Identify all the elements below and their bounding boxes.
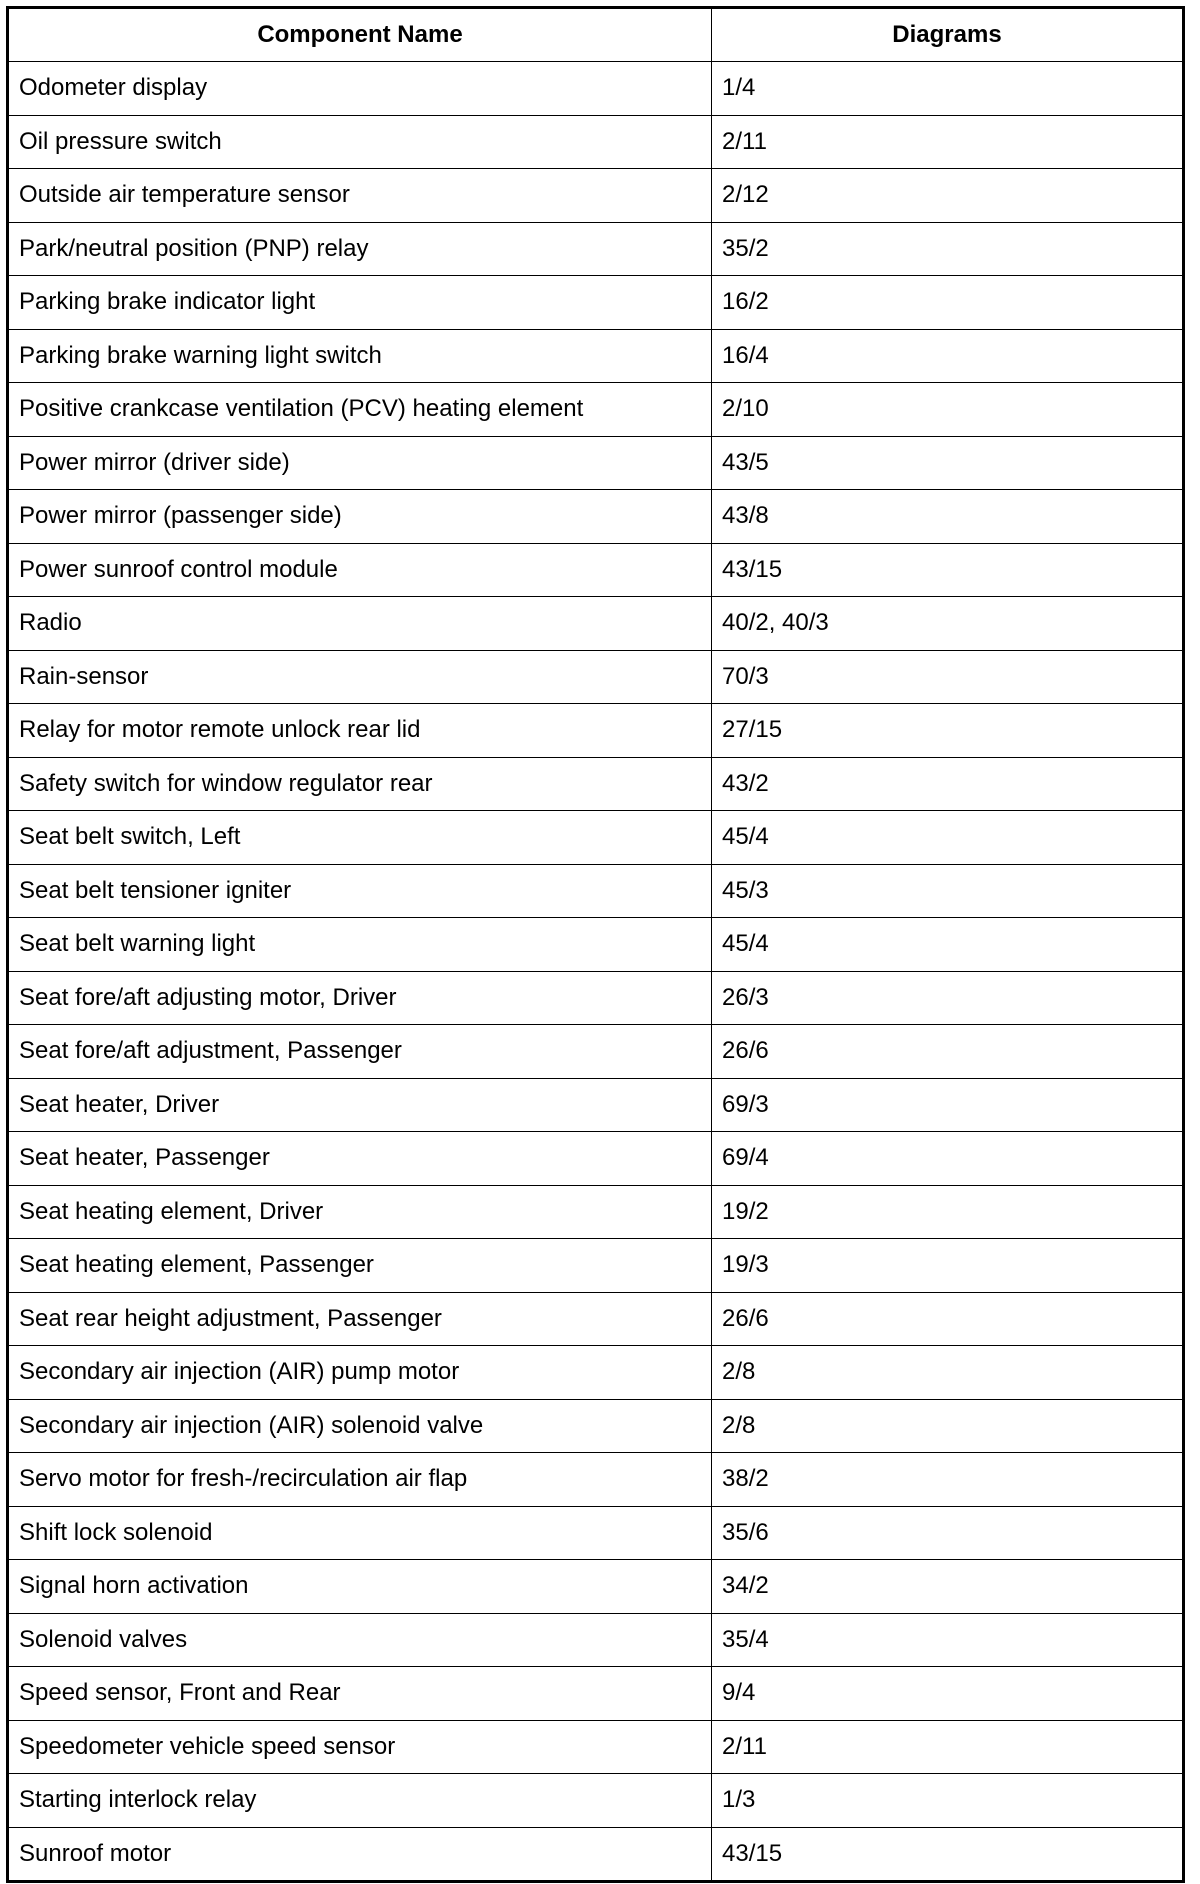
component-name-cell: Oil pressure switch — [8, 115, 712, 169]
diagrams-cell: 69/4 — [712, 1132, 1184, 1186]
header-diagrams: Diagrams — [712, 8, 1184, 62]
diagrams-cell: 34/2 — [712, 1560, 1184, 1614]
diagrams-cell: 35/2 — [712, 222, 1184, 276]
component-name-cell: Odometer display — [8, 62, 712, 116]
component-name-cell: Seat belt tensioner igniter — [8, 864, 712, 918]
table-row — [8, 1346, 1184, 1400]
component-name-cell: Park/neutral position (PNP) relay — [8, 222, 712, 276]
diagrams-cell: 19/3 — [712, 1239, 1184, 1293]
diagrams-cell: 27/15 — [712, 704, 1184, 758]
component-name-cell: Starting interlock relay — [8, 1774, 712, 1828]
table-row — [8, 1399, 1184, 1453]
component-name-cell: Seat heater, Driver — [8, 1078, 712, 1132]
diagrams-cell: 45/3 — [712, 864, 1184, 918]
table-row — [8, 1613, 1184, 1667]
table-row — [8, 704, 1184, 758]
table-row — [8, 276, 1184, 330]
table-row — [8, 597, 1184, 651]
component-name-cell: Speedometer vehicle speed sensor — [8, 1720, 712, 1774]
diagrams-cell: 35/4 — [712, 1613, 1184, 1667]
table-row — [8, 1720, 1184, 1774]
component-name-cell: Seat fore/aft adjustment, Passenger — [8, 1025, 712, 1079]
diagrams-cell: 45/4 — [712, 918, 1184, 972]
diagrams-cell: 43/8 — [712, 490, 1184, 544]
component-name-cell: Power mirror (passenger side) — [8, 490, 712, 544]
table-row — [8, 169, 1184, 223]
table-row — [8, 543, 1184, 597]
component-name-cell: Safety switch for window regulator rear — [8, 757, 712, 811]
diagrams-cell: 40/2, 40/3 — [712, 597, 1184, 651]
table-row — [8, 1774, 1184, 1828]
table-row — [8, 329, 1184, 383]
table-row — [8, 115, 1184, 169]
diagrams-cell: 9/4 — [712, 1667, 1184, 1721]
header-row — [8, 8, 1184, 62]
component-name-cell: Shift lock solenoid — [8, 1506, 712, 1560]
component-name-cell: Parking brake indicator light — [8, 276, 712, 330]
diagrams-cell: 2/12 — [712, 169, 1184, 223]
diagrams-cell: 16/4 — [712, 329, 1184, 383]
table-row — [8, 918, 1184, 972]
table-body — [8, 62, 1184, 1882]
diagrams-cell: 43/2 — [712, 757, 1184, 811]
component-name-cell: Solenoid valves — [8, 1613, 712, 1667]
component-name-cell: Seat heating element, Driver — [8, 1185, 712, 1239]
component-name-cell: Parking brake warning light switch — [8, 329, 712, 383]
table-row — [8, 1506, 1184, 1560]
header-component-name: Component Name — [8, 8, 712, 62]
component-name-cell: Outside air temperature sensor — [8, 169, 712, 223]
table-row — [8, 757, 1184, 811]
component-name-cell: Rain-sensor — [8, 650, 712, 704]
diagrams-cell: 35/6 — [712, 1506, 1184, 1560]
component-name-cell: Sunroof motor — [8, 1827, 712, 1882]
diagrams-cell: 2/11 — [712, 1720, 1184, 1774]
table-row — [8, 1025, 1184, 1079]
table-row — [8, 383, 1184, 437]
table-row — [8, 436, 1184, 490]
diagrams-cell: 16/2 — [712, 276, 1184, 330]
diagrams-cell: 2/8 — [712, 1399, 1184, 1453]
component-diagram-table — [6, 6, 1185, 1883]
diagrams-cell: 38/2 — [712, 1453, 1184, 1507]
diagrams-cell: 26/3 — [712, 971, 1184, 1025]
diagrams-cell: 1/4 — [712, 62, 1184, 116]
table-row — [8, 1827, 1184, 1882]
diagrams-cell: 43/15 — [712, 1827, 1184, 1882]
table-row — [8, 971, 1184, 1025]
component-name-cell: Secondary air injection (AIR) solenoid valve — [8, 1399, 712, 1453]
table-header — [8, 8, 1184, 62]
component-name-cell: Seat heater, Passenger — [8, 1132, 712, 1186]
table-row — [8, 1292, 1184, 1346]
diagrams-cell: 70/3 — [712, 650, 1184, 704]
table-row — [8, 1185, 1184, 1239]
component-name-cell: Signal horn activation — [8, 1560, 712, 1614]
table-row — [8, 650, 1184, 704]
component-name-cell: Radio — [8, 597, 712, 651]
component-name-cell: Servo motor for fresh-/recirculation air flap — [8, 1453, 712, 1507]
table-row — [8, 1239, 1184, 1293]
diagrams-cell: 19/2 — [712, 1185, 1184, 1239]
component-name-cell: Seat belt warning light — [8, 918, 712, 972]
component-name-cell: Seat heating element, Passenger — [8, 1239, 712, 1293]
table-row — [8, 1560, 1184, 1614]
table-row — [8, 864, 1184, 918]
diagrams-cell: 2/11 — [712, 115, 1184, 169]
table-row — [8, 490, 1184, 544]
component-name-cell: Secondary air injection (AIR) pump motor — [8, 1346, 712, 1400]
diagrams-cell: 69/3 — [712, 1078, 1184, 1132]
component-name-cell: Relay for motor remote unlock rear lid — [8, 704, 712, 758]
component-name-cell: Power sunroof control module — [8, 543, 712, 597]
diagrams-cell: 2/10 — [712, 383, 1184, 437]
table-row — [8, 1132, 1184, 1186]
component-name-cell: Power mirror (driver side) — [8, 436, 712, 490]
diagrams-cell: 43/5 — [712, 436, 1184, 490]
diagrams-cell: 26/6 — [712, 1025, 1184, 1079]
diagrams-cell: 26/6 — [712, 1292, 1184, 1346]
table-row — [8, 1453, 1184, 1507]
table-row — [8, 811, 1184, 865]
diagrams-cell: 43/15 — [712, 543, 1184, 597]
table-row — [8, 222, 1184, 276]
table-row — [8, 1078, 1184, 1132]
component-name-cell: Seat belt switch, Left — [8, 811, 712, 865]
table-row — [8, 62, 1184, 116]
diagrams-cell: 2/8 — [712, 1346, 1184, 1400]
component-name-cell: Seat rear height adjustment, Passenger — [8, 1292, 712, 1346]
component-name-cell: Positive crankcase ventilation (PCV) heating element — [8, 383, 712, 437]
diagrams-cell: 45/4 — [712, 811, 1184, 865]
component-name-cell: Seat fore/aft adjusting motor, Driver — [8, 971, 712, 1025]
diagrams-cell: 1/3 — [712, 1774, 1184, 1828]
component-name-cell: Speed sensor, Front and Rear — [8, 1667, 712, 1721]
table-row — [8, 1667, 1184, 1721]
